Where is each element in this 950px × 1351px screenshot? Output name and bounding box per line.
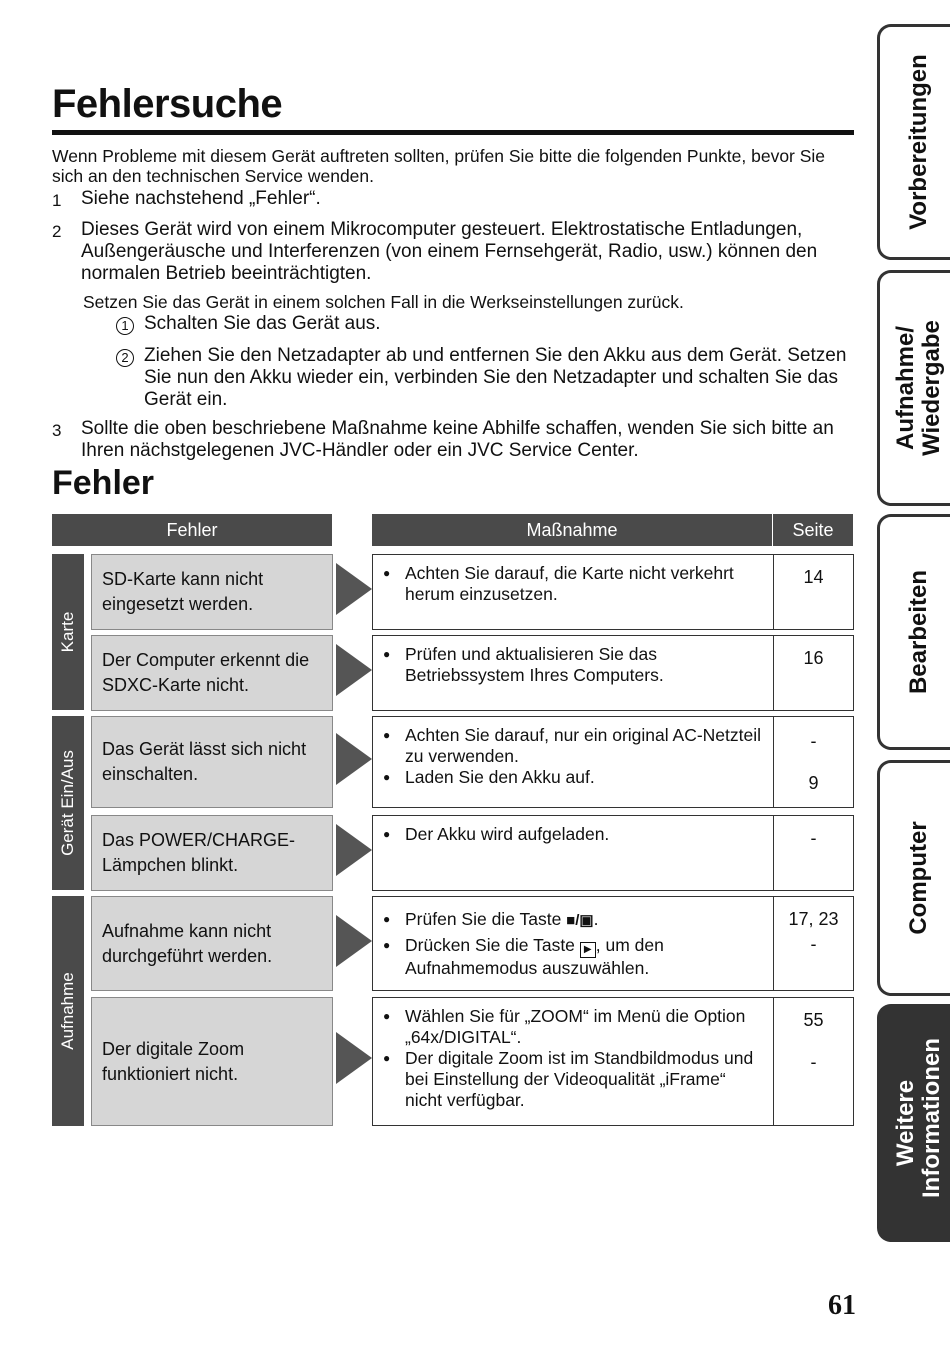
remedy-item: ● Prüfen und aktualisieren Sie das Betriebssystem Ihres Computers. <box>383 644 763 686</box>
arrow-icon <box>336 824 372 876</box>
substep-text: Ziehen Sie den Netzadapter ab und entfernen Sie den Akku aus dem Gerät. Setzen Sie nun den Akku wieder ein, verbinden Sie den Netzadapter und schalten Sie das Gerät ein. <box>144 345 847 410</box>
remedy-item: ● Wählen Sie für „ZOOM“ im Menü die Option „64x/DIGITAL“. <box>383 1006 763 1048</box>
remedy-item: ● Achten Sie darauf, die Karte nicht verkehrt herum einzusetzen. <box>383 563 763 605</box>
page-ref: 17, 23 <box>788 909 839 929</box>
page-ref: - <box>810 828 817 848</box>
tab-label: Vorbereitungen <box>904 54 932 230</box>
step-number: 2 <box>52 222 62 241</box>
remedy-cell <box>372 815 774 891</box>
category-aufnahme: Aufnahme <box>52 896 84 1126</box>
arrow-icon <box>336 733 372 785</box>
circled-number: 1 <box>116 317 134 335</box>
remedy-cell <box>372 716 774 808</box>
arrow-icon <box>336 563 372 615</box>
intro-text: Wenn Probleme mit diesem Gerät auftreten sollten, prüfen Sie bitte die folgenden Punkte, bevor Sie sich an den technischen Service wenden. <box>52 146 826 186</box>
remedy-cell <box>372 896 774 991</box>
remedy-item: ● Laden Sie den Akku auf. <box>383 767 763 788</box>
step-text: Sollte die oben beschriebene Maßnahme keine Abhilfe schaffen, wenden Sie sich bitte an Ihren nächstgelegenen JVC-Händler oder ein JVC Service Center. <box>81 418 834 461</box>
step-2 <box>52 219 852 285</box>
step-number: 3 <box>52 421 62 440</box>
tab-aufnahme-wiedergabe[interactable] <box>877 270 950 506</box>
tab-label: Computer <box>904 821 932 935</box>
problem-cell: Das POWER/CHARGE-Lämpchen blinkt. <box>91 815 333 891</box>
page-number: 61 <box>828 1290 856 1321</box>
video-photo-icon: ■/▣ <box>566 912 594 929</box>
tab-label: Weitere Informationen <box>891 1038 945 1198</box>
problem-cell: Der Computer erkennt die SDXC-Karte nicht. <box>91 635 333 711</box>
page-cell <box>773 716 854 808</box>
page-ref: 9 <box>808 773 819 793</box>
tab-vorbereitungen[interactable] <box>877 24 950 260</box>
problem-cell: SD-Karte kann nicht eingesetzt werden. <box>91 554 333 630</box>
remedy-cell <box>372 635 774 711</box>
play-icon: ▶ <box>580 942 596 958</box>
remedy-cell <box>372 554 774 630</box>
substep-1 <box>116 313 856 335</box>
page-cell <box>773 997 854 1126</box>
tab-bearbeiten[interactable] <box>877 514 950 750</box>
header-massnahme: Maßnahme <box>372 514 772 546</box>
tab-weitere-informationen[interactable] <box>877 1004 950 1242</box>
page-ref: - <box>810 934 817 954</box>
tab-label: Aufnahme/ Wiedergabe <box>891 320 945 456</box>
page-cell <box>773 635 854 711</box>
page-ref: 16 <box>803 648 824 668</box>
header-fehler: Fehler <box>52 514 332 546</box>
arrow-icon <box>336 915 372 967</box>
step-text: Dieses Gerät wird von einem Mikrocomputer gesteuert. Elektrostatische Entladungen, Außengeräusche und Interferenzen (von einem Fernsehgerät, Radio, usw.) können den normalen Betrieb beeinträchtigten. <box>81 219 818 284</box>
substep-2 <box>116 345 856 411</box>
tab-computer[interactable] <box>877 760 950 996</box>
substep-text: Schalten Sie das Gerät aus. <box>144 313 381 334</box>
remedy-item: ● Achten Sie darauf, nur ein original AC-Netzteil zu verwenden. <box>383 725 763 767</box>
remedy-item: ● Der digitale Zoom ist im Standbildmodus und bei Einstellung der Videoqualität „iFrame“ nicht verfügbar. <box>383 1048 763 1111</box>
page-cell <box>773 554 854 630</box>
problem-cell: Das Gerät lässt sich nicht einschalten. <box>91 716 333 808</box>
remedy-item: ● Drücken Sie die Taste ▶ , um den Aufnahmemodus auszuwählen. <box>383 935 763 979</box>
problem-cell: Der digitale Zoom funktioniert nicht. <box>91 997 333 1126</box>
reset-note: Setzen Sie das Gerät in einem solchen Fall in die Werkseinstellungen zurück. <box>83 292 684 312</box>
step-text: Siehe nachstehend „Fehler“. <box>81 188 321 209</box>
section-title: Fehler <box>52 464 155 502</box>
remedy-item: ● Der Akku wird aufgeladen. <box>383 824 763 845</box>
step-number: 1 <box>52 191 62 210</box>
arrow-icon <box>336 1032 372 1084</box>
page-cell <box>773 896 854 991</box>
step-1 <box>52 188 852 212</box>
circled-number: 2 <box>116 349 134 367</box>
category-geraet: Gerät Ein/Aus <box>52 716 84 890</box>
page-ref: 14 <box>803 567 824 587</box>
header-seite: Seite <box>773 514 853 546</box>
remedy-item: ● Prüfen Sie die Taste ■/▣. <box>383 909 763 931</box>
title-rule <box>52 130 854 135</box>
remedy-cell <box>372 997 774 1126</box>
page-cell <box>773 815 854 891</box>
category-karte: Karte <box>52 554 84 710</box>
arrow-icon <box>336 644 372 696</box>
page-ref: - <box>810 731 817 751</box>
page-ref: - <box>810 1052 817 1072</box>
step-3 <box>52 418 852 462</box>
problem-cell: Aufnahme kann nicht durchgeführt werden. <box>91 896 333 991</box>
tab-label: Bearbeiten <box>904 569 932 695</box>
page-ref: 55 <box>803 1010 824 1030</box>
page-title: Fehlersuche <box>52 82 283 126</box>
